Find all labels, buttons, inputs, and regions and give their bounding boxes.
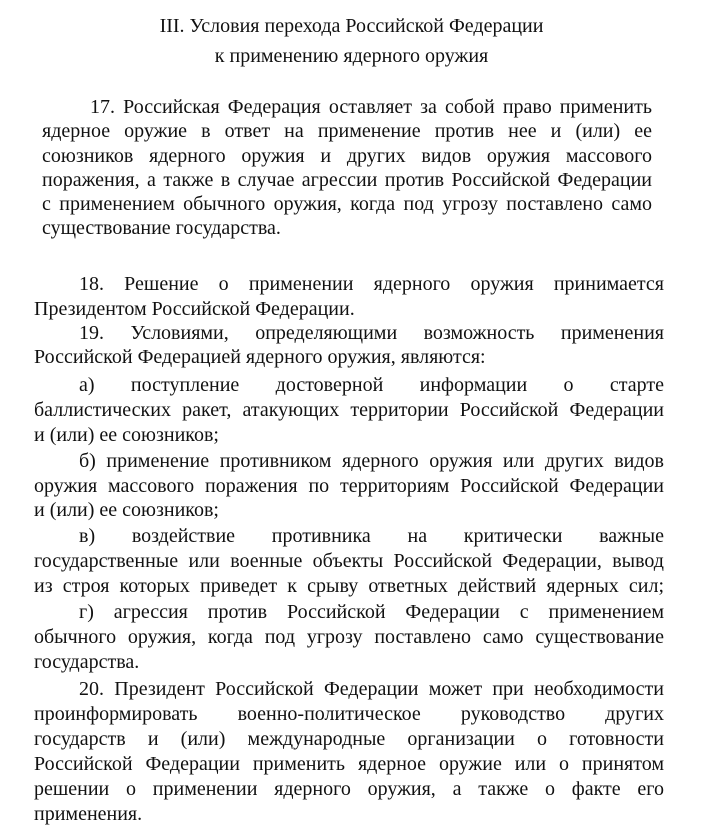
- list-item-d-line: г) агрессия против Российской Федерации с применением: [79, 601, 664, 623]
- list-item-a-line: а) поступление достоверной информации о старте: [79, 374, 664, 396]
- list-item-b-line: и (или) ее союзников;: [34, 499, 219, 521]
- paragraph-17-line: с применением обычного оружия, когда под угрозу поставлено само: [42, 193, 652, 215]
- paragraph-20-line: решении о применении ядерного оружия, а также о факте его: [34, 778, 664, 800]
- paragraph-20-line: проинформировать военно-политическое руководство других: [34, 703, 664, 725]
- list-item-b-line: оружия массового поражения по территориям Российской Федерации: [34, 475, 664, 497]
- paragraph-19-line: Российской Федерацией ядерного оружия, являются:: [34, 346, 486, 368]
- list-item-a-line: баллистических ракет, атакующих территории Российской Федерации: [34, 399, 664, 421]
- paragraph-17-line: существование государства.: [42, 217, 281, 239]
- list-item-d-line: обычного оружия, когда под угрозу поставлено само существование: [34, 626, 664, 648]
- paragraph-19-line: 19. Условиями, определяющими возможность применения: [79, 322, 664, 344]
- paragraph-17-line: союзников ядерного оружия и других видов оружия массового: [42, 145, 652, 167]
- paragraph-17-line: поражения, а также в случае агрессии против Российской Федерации: [42, 169, 652, 191]
- paragraph-18-line: 18. Решение о применении ядерного оружия принимается: [79, 273, 664, 295]
- list-item-a-line: и (или) ее союзников;: [34, 424, 219, 446]
- paragraph-20-line: 20. Президент Российской Федерации может при необходимости: [79, 678, 664, 700]
- section-title-line-1: III. Условия перехода Российской Федерации: [159, 15, 544, 37]
- list-item-c-line: из строя которых приведет к срыву ответных действий ядерных сил;: [34, 575, 664, 597]
- paragraph-17-line: ядерное оружие в ответ на применение против нее и (или) ее: [42, 120, 652, 142]
- paragraph-17-line: 17. Российская Федерация оставляет за собой право применить: [90, 96, 652, 118]
- section-title-line-2: к применению ядерного оружия: [214, 45, 489, 67]
- paragraph-18-line: Президентом Российской Федерации.: [34, 298, 355, 320]
- paragraph-20-line: применения.: [34, 803, 143, 825]
- list-item-c-line: государственные или военные объекты Российской Федерации, вывод: [34, 550, 664, 572]
- paragraph-20-line: государств и (или) международные организации о готовности: [34, 728, 664, 750]
- list-item-d-line: государства.: [34, 651, 140, 673]
- list-item-c-line: в) воздействие противника на критически важные: [79, 525, 664, 547]
- list-item-b-line: б) применение противником ядерного оружия или других видов: [79, 450, 664, 472]
- paragraph-20-line: Российской Федерации применить ядерное оружие или о принятом: [34, 753, 664, 775]
